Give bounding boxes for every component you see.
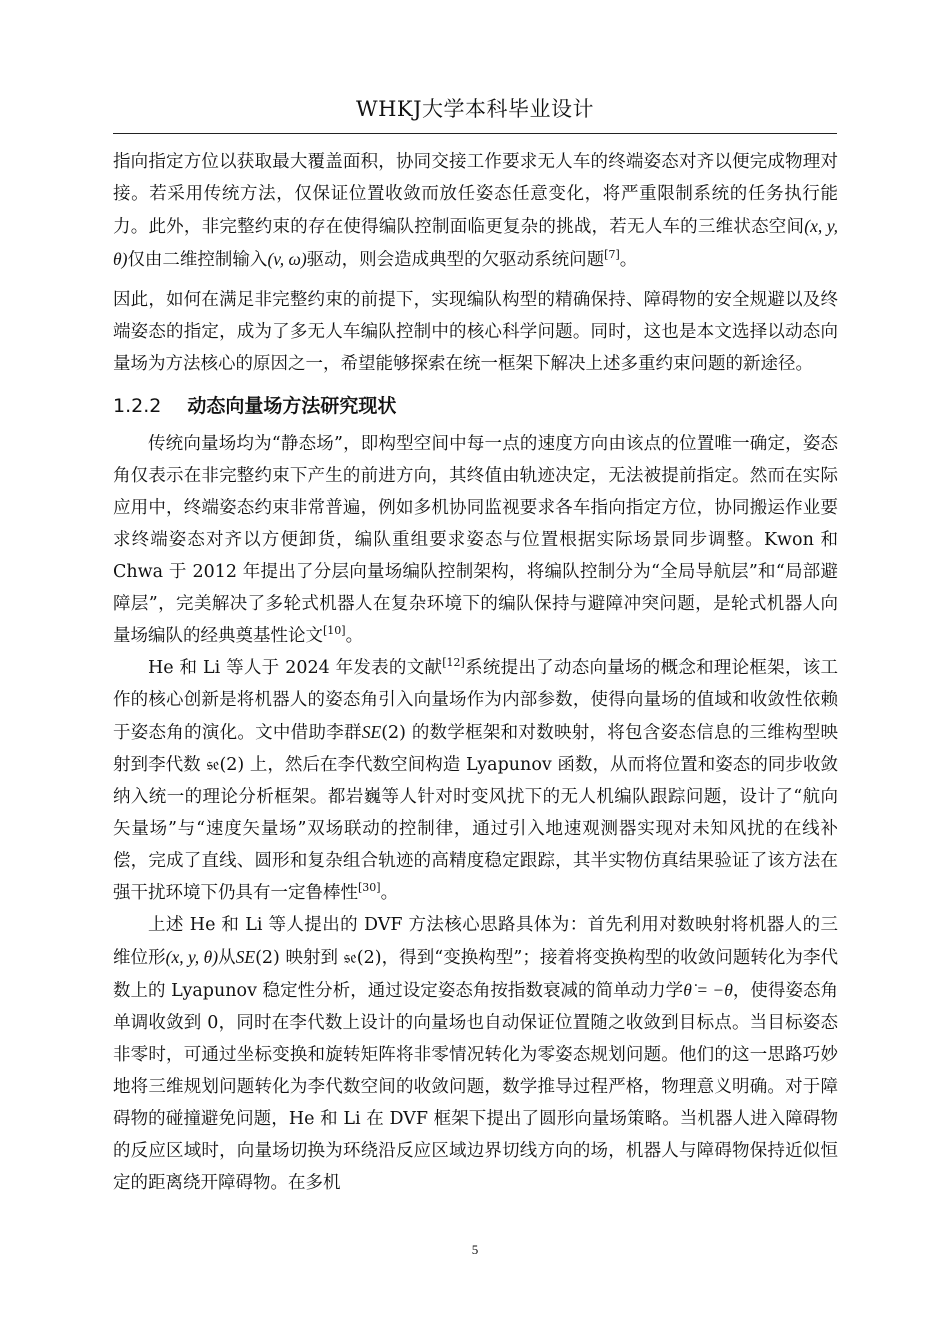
citation-7: [7] [604,248,620,262]
math-state-space: (x, y, θ) [113,216,838,269]
math-control-input: (v, ω) [267,249,307,269]
math-se2: SE [361,722,382,742]
paragraph-1: 指向指定方位以获取最大覆盖面积，协同交接工作要求无人车的终端姿态对齐以便完成物理对接。若采用传统方法，仅保证位置收敛而放任姿态任意变化，将严重限制系统的任务执行能力。此外，非完整约束的存在使得编队控制面临更复杂的挑战，若无人车的三维状态空间(x, y, θ)仅由二维控制输入(v, ω)驱动，则会造成典型的欠驱动系统问题[7]。 [113,152,838,270]
paragraph-3: 传统向量场均为“静态场”，即构型空间中每一点的速度方向由该点的位置唯一确定，姿态角仅表示在非完整约束下产生的前进方向，其终值由轨迹决定，无法被提前指定。然而在实际应用中，终端姿态约束非常普遍，例如多机协同监视要求各车指向指定方位，协同搬运作业要求终端姿态对齐以方便卸货，编队重组要求姿态与位置根据实际场景同步调整。Kwon 和 Chwa 于 2012 年提出了分层向量场编队控制架构，将编队控制分为“全局导航层”和“局部避障层”，完美解决了多轮式机器人在复杂环境下的编队保持与避障冲突问题，是轮式机器人向量场编队的经典奠基性论文[10]。 [113,434,838,646]
section-number: 1.2.2 [113,395,162,417]
citation-30: [30] [358,881,381,895]
paragraph-5: 上述 He 和 Li 等人提出的 DVF 方法核心思路具体为：首先利用对数映射将机器人的三维位形(x, y, θ)从SE(2) 映射到 𝔰𝔢(2)，得到“变换构型”；接着将变换构型的收敛问题转化为李代数上的 Lyapunov 稳定性分析，通过设定姿态角按指数衰减的简单动力学θ̇ = −θ，使得姿态角单调收敛到 0，同时在李代数上设计的向量场也自动保证位置随之收敛到目标点。当目标姿态非零时，可通过坐标变换和旋转矩阵将非零情况转化为零姿态规划问题。他们的这一思路巧妙地将三维规划问题转化为李代数空间的收敛问题，数学推导过程严格，物理意义明确。对于障碍物的碰撞避免问题，He 和 Li 在 DVF 框架下提出了圆形向量场策略。当机器人进入障碍物的反应区域时，向量场切换为环绕沿反应区域边界切线方向的场，机器人与障碍物保持近似恒定的距离绕开障碍物。在多机 [113,915,839,1193]
page-number: 5 [471,1242,479,1257]
math-configuration: (x, y, θ) [165,947,219,967]
math-heading-dynamics: θ̇ = −θ [683,980,733,1000]
section-title: 动态向量场方法研究现状 [187,395,397,417]
citation-10: [10] [323,624,346,638]
paragraph-2: 因此，如何在满足非完整约束的前提下，实现编队构型的精确保持、障碍物的安全规避以及终端姿态的指定，成为了多无人车编队控制中的核心科学问题。同时，这也是本文选择以动态向量场为方法核心的原因之一，希望能够探索在统一框架下解决上述多重约束问题的新途径。 [113,290,838,374]
math-se2-group: SE [235,947,256,967]
page-body [113,146,838,1199]
paragraph-4: He 和 Li 等人于 2024 年发表的文献[12]系统提出了动态向量场的概念和理论框架，该工作的核心创新是将机器人的姿态角引入向量场作为内部参数，使得向量场的值域和收敛性依赖于姿态角的演化。文中借助李群SE(2) 的数学框架和对数映射，将包含姿态信息的三维构型映射到李代数 𝔰𝔢(2) 上，然后在李代数空间构造 Lyapunov 函数，从而将位置和姿态的同步收敛纳入统一的理论分析框架。都岩巍等人针对时变风扰下的无人机编队跟踪问题，设计了“航向矢量场”与“速度矢量场”双场联动的控制律，通过引入地速观测器实现对未知风扰的在线补偿，完成了直线、圆形和复杂组合轨迹的高精度稳定跟踪，其半实物仿真结果验证了该方法在强干扰环境下仍具有一定鲁棒性[30]。 [113,656,839,903]
section-heading [113,390,838,422]
header-rule [113,133,837,134]
page-header: WHKJ大学本科毕业设计 [355,97,594,121]
citation-12: [12] [442,656,465,670]
